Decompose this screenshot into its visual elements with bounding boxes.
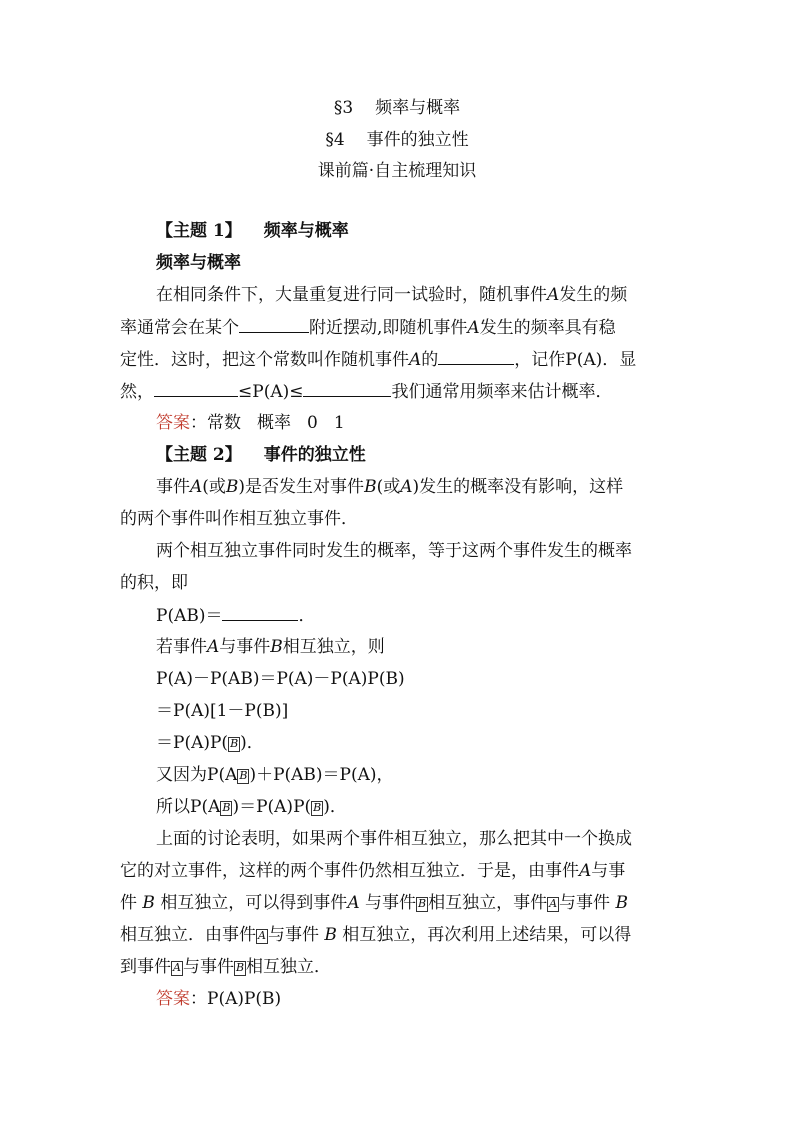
paragraph-line: 的两个事件叫作相互独立事件． (120, 509, 358, 529)
formula-line: P(A)－P(AB)＝P(A)－P(A)P(B) (156, 669, 405, 689)
answer-label: 答案 (156, 413, 190, 433)
topic1-subheading: 频率与概率 (156, 253, 241, 273)
topic1-heading: 【主题 1】 频率与概率 (156, 221, 349, 241)
complement-b-symbol: B (235, 961, 245, 974)
formula-line: 又因为P(A B )＋P(AB)＝P(A)， (156, 765, 394, 785)
paragraph-line: 两个相互独立事件同时发生的概率，等于这两个事件发生的概率 (156, 541, 632, 561)
paragraph-line: 若事件A与事件B相互独立，则 (156, 637, 385, 657)
fill-blank (239, 316, 309, 333)
complement-b-symbol: B (239, 769, 248, 782)
formula-line: P(AB)＝ ． (156, 606, 316, 626)
topic1-answer: 答案：常数 概率 0 1 (156, 413, 345, 433)
answer-label: 答案 (156, 989, 190, 1009)
complement-a-symbol: A (258, 929, 266, 942)
section-heading-4 (0, 130, 794, 150)
paragraph-line: 定性．这时，把这个常数叫作随机事件A的 ，记作P(A)．显 (120, 350, 637, 370)
topic2-answer: 答案：P(A)P(B) (156, 989, 282, 1009)
complement-b-symbol: B (230, 737, 239, 750)
complement-b-symbol: B (313, 801, 322, 814)
fill-blank (222, 604, 298, 621)
formula-line: 所以P(A B )＝P(A)P( B )． (156, 797, 347, 817)
complement-a-symbol: A (173, 961, 181, 974)
fill-blank (438, 348, 514, 365)
section-title: 频率与概率 (375, 98, 461, 118)
formula-line: ＝P(A)[1－P(B)] (156, 701, 289, 721)
page-subtitle: 课前篇·自主梳理知识 (317, 161, 477, 181)
complement-a-symbol: A (549, 897, 558, 910)
paragraph-line: 在相同条件下，大量重复进行同一试验时，随机事件A发生的频 (156, 285, 628, 305)
paragraph-line: 率通常会在某个 附近摆动,即随机事件A发生的频率具有稳 (120, 318, 616, 338)
fill-blank (154, 380, 238, 397)
paragraph-line: 到事件 A 与事件 B 相互独立． (120, 957, 332, 977)
paragraph-line: 的积，即 (120, 573, 188, 593)
section-heading-3 (0, 98, 794, 118)
paragraph-line: 然， ≤P(A)≤ 我们通常用频率来估计概率． (120, 382, 613, 402)
paragraph-line: 事件A(或B)是否发生对事件B(或A)发生的概率没有影响，这样 (156, 477, 624, 497)
paragraph-line: 件 B 相互独立，可以得到事件A 与事件 B 相互独立，事件 A 与事件 B (120, 893, 628, 913)
topic2-heading: 【主题 2】 事件的独立性 (156, 445, 366, 465)
paragraph-line: 上面的讨论表明，如果两个事件相互独立，那么把其中一个换成 (156, 829, 632, 849)
complement-b-symbol: B (222, 801, 231, 814)
section-number: §3 (333, 98, 354, 118)
complement-b-symbol: B (418, 897, 427, 910)
paragraph-line: 它的对立事件，这样的两个事件仍然相互独立．于是，由事件A与事 (120, 861, 626, 881)
paragraph-line: 相互独立．由事件 A 与事件 B 相互独立，再次利用上述结果，可以得 (120, 925, 632, 945)
section-number: §4 (325, 130, 345, 150)
section-title: 事件的独立性 (366, 130, 469, 150)
formula-line: ＝P(A)P( B )． (156, 733, 264, 753)
fill-blank (303, 380, 391, 397)
